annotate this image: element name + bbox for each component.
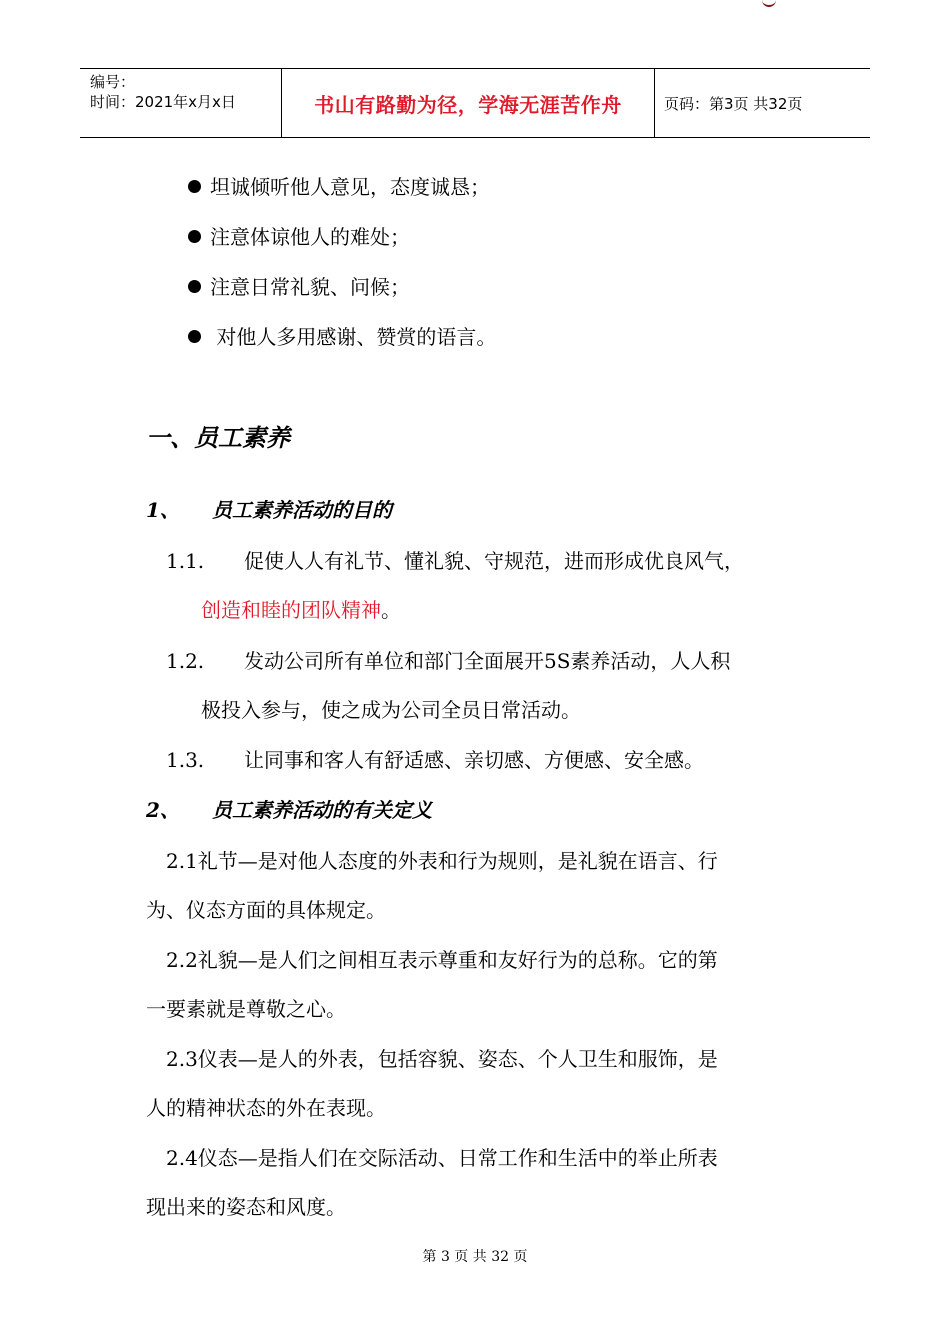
- list-item: 1.1. 促使人人有礼节、懂礼貌、守规范，进而形成优良风气，: [166, 549, 744, 573]
- subsection-heading-2: 2、 员工素养活动的有关定义: [146, 798, 432, 822]
- bullet-dot-icon: [188, 330, 201, 343]
- bullet-dot-icon: [188, 180, 201, 193]
- bullet-item: 注意日常礼貌、问候；: [188, 271, 410, 300]
- definition-line: 2.3仪表—是人的外表，包括容貌、姿态、个人卫生和服饰，是: [166, 1047, 718, 1071]
- page-footer: 第 3 页 共 32 页: [422, 1249, 528, 1265]
- list-item: 1.2. 发动公司所有单位和部门全面展开5S素养活动，人人积: [166, 649, 731, 673]
- section-heading: 一、员工素养: [146, 423, 290, 452]
- header-page-cell: [655, 69, 870, 137]
- list-item: 1.3. 让同事和客人有舒适感、亲切感、方便感、安全感。: [166, 748, 704, 772]
- definition-line: 2.2礼貌—是人们之间相互表示尊重和友好行为的总称。它的第: [166, 948, 718, 972]
- bullet-item: 坦诚倾听他人意见，态度诚恳；: [188, 171, 490, 200]
- number-label: 编号：: [90, 73, 136, 91]
- subsection-heading-1: 1、 员工素养活动的目的: [146, 498, 392, 522]
- header-motto-cell: [282, 69, 655, 137]
- page-info: 页码：第3页 共32页: [664, 94, 803, 113]
- bullet-dot-icon: [188, 230, 201, 243]
- definition-line: 一要素就是尊敬之心。: [146, 997, 346, 1021]
- list-item-continuation: 创造和睦的团队精神。: [201, 598, 401, 622]
- document-header: [80, 68, 870, 138]
- bullet-item: 注意体谅他人的难处；: [188, 221, 410, 250]
- definition-line: 为、仪态方面的具体规定。: [146, 898, 386, 922]
- list-item-continuation: 极投入参与，使之成为公司全员日常活动。: [201, 698, 581, 722]
- bullet-dot-icon: [188, 280, 201, 293]
- definition-line: 2.1礼节—是对他人态度的外表和行为规则，是礼貌在语言、行: [166, 849, 718, 873]
- definition-line: 2.4仪态—是指人们在交际活动、日常工作和生活中的举止所表: [166, 1146, 718, 1170]
- highlighted-text: 创造和睦的团队精神: [201, 598, 381, 622]
- header-left-cell: [80, 69, 282, 137]
- bullet-item: 对他人多用感谢、赞赏的语言。: [188, 321, 496, 350]
- corner-mark: [762, 0, 776, 7]
- definition-line: 现出来的姿态和风度。: [146, 1195, 346, 1219]
- date-label: 时间：2021年x月x日: [90, 93, 236, 111]
- definition-line: 人的精神状态的外在表现。: [146, 1096, 386, 1120]
- motto: 书山有路勤为径，学海无涯苦作舟: [314, 92, 622, 117]
